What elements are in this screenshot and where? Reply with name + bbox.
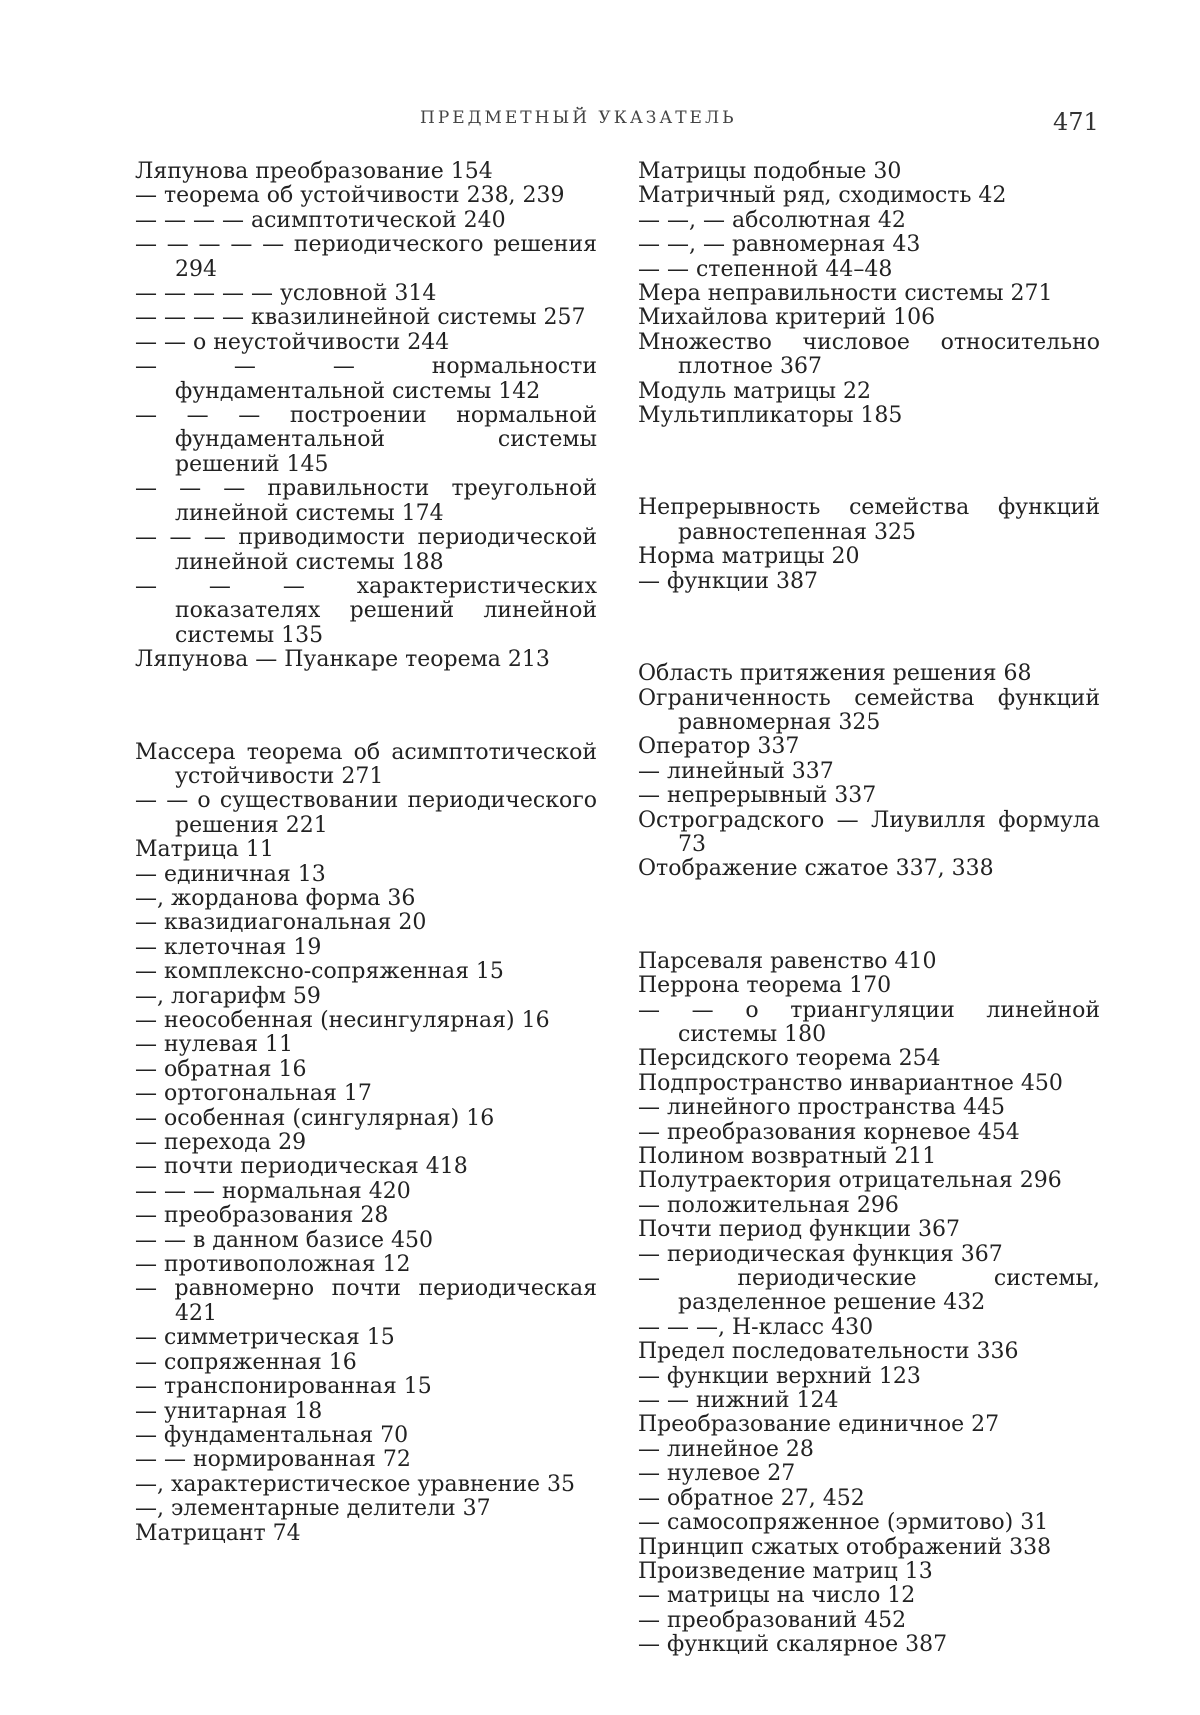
index-entry: — особенная (сингулярная) 16 bbox=[135, 1107, 597, 1131]
index-entry: — унитарная 18 bbox=[135, 1400, 597, 1424]
index-entry: — функции верхний 123 bbox=[638, 1365, 1100, 1389]
index-entry: — самосопряженное (эрмитово) 31 bbox=[638, 1511, 1100, 1535]
index-entry: — ортогональная 17 bbox=[135, 1082, 597, 1106]
index-entry: — — нормированная 72 bbox=[135, 1448, 597, 1472]
index-entry: Оператор 337 bbox=[638, 735, 1100, 759]
index-entry: — линейный 337 bbox=[638, 760, 1100, 784]
index-entry: Персидского теорема 254 bbox=[638, 1047, 1100, 1071]
index-entry: Матрицы подобные 30 bbox=[638, 160, 1100, 184]
index-entry: Мультипликаторы 185 bbox=[638, 404, 1100, 428]
index-entry: — преобразований 452 bbox=[638, 1609, 1100, 1633]
index-entry: — —, — абсолютная 42 bbox=[638, 209, 1100, 233]
section-gap bbox=[638, 616, 1100, 640]
index-entry: — функций скалярное 387 bbox=[638, 1633, 1100, 1657]
index-entry: — — — приводимости периодической линейной системы 188 bbox=[135, 526, 597, 575]
section-gap bbox=[638, 450, 1100, 474]
index-entry: Остроградского — Лиувилля формула 73 bbox=[638, 809, 1100, 858]
index-entry: — — о неустойчивости 244 bbox=[135, 331, 597, 355]
index-entry: Матрицант 74 bbox=[135, 1522, 597, 1546]
index-entry: — матрицы на число 12 bbox=[638, 1584, 1100, 1608]
index-entry: — — о существовании периодического решения 221 bbox=[135, 789, 597, 838]
index-entry: — — в данном базисе 450 bbox=[135, 1229, 597, 1253]
index-entry: Предел последовательности 336 bbox=[638, 1340, 1100, 1364]
index-entry: — положительная 296 bbox=[638, 1194, 1100, 1218]
index-entry: Матрица 11 bbox=[135, 838, 597, 862]
index-entry: — — о триангуляции линейной системы 180 bbox=[638, 999, 1100, 1048]
section-gap bbox=[638, 904, 1100, 928]
index-entry: — — — — асимптотической 240 bbox=[135, 209, 597, 233]
section-gap bbox=[135, 695, 597, 719]
index-entry: — противоположная 12 bbox=[135, 1253, 597, 1277]
index-column-right bbox=[638, 160, 1100, 1658]
index-entry: Массера теорема об асимптотической устойчивости 271 bbox=[135, 741, 597, 790]
index-entry: Михайлова критерий 106 bbox=[638, 306, 1100, 330]
index-entry: — обратное 27, 452 bbox=[638, 1487, 1100, 1511]
index-entry: — транспонированная 15 bbox=[135, 1375, 597, 1399]
running-head: ПРЕДМЕТНЫЙ УКАЗАТЕЛЬ bbox=[420, 108, 737, 128]
index-entry: — нулевая 11 bbox=[135, 1033, 597, 1057]
index-entry: —, характеристическое уравнение 35 bbox=[135, 1473, 597, 1497]
index-entry: — сопряженная 16 bbox=[135, 1351, 597, 1375]
index-entry: Почти период функции 367 bbox=[638, 1218, 1100, 1242]
index-entry: — линейного пространства 445 bbox=[638, 1096, 1100, 1120]
index-entry: — перехода 29 bbox=[135, 1131, 597, 1155]
index-entry: — неособенная (несингулярная) 16 bbox=[135, 1009, 597, 1033]
index-entry: — периодические системы, разделенное решение 432 bbox=[638, 1267, 1100, 1316]
index-entry: Отображение сжатое 337, 338 bbox=[638, 857, 1100, 881]
index-entry: — — степенной 44–48 bbox=[638, 258, 1100, 282]
index-entry: — — — — квазилинейной системы 257 bbox=[135, 306, 597, 330]
index-entry: Принцип сжатых отображений 338 bbox=[638, 1536, 1100, 1560]
index-entry: Множество числовое относительно плотное 367 bbox=[638, 331, 1100, 380]
index-entry: — — — правильности треугольной линейной системы 174 bbox=[135, 477, 597, 526]
index-entry: — единичная 13 bbox=[135, 863, 597, 887]
index-entry: — преобразования 28 bbox=[135, 1204, 597, 1228]
index-entry: Полином возвратный 211 bbox=[638, 1145, 1100, 1169]
index-entry: Перрона теорема 170 bbox=[638, 974, 1100, 998]
index-entry: — — нижний 124 bbox=[638, 1389, 1100, 1413]
index-entry: — периодическая функция 367 bbox=[638, 1243, 1100, 1267]
index-entry: Парсеваля равенство 410 bbox=[638, 950, 1100, 974]
index-entry: — —, — равномерная 43 bbox=[638, 233, 1100, 257]
index-entry: — нулевое 27 bbox=[638, 1462, 1100, 1486]
index-entry: — — — нормальная 420 bbox=[135, 1180, 597, 1204]
index-entry: — — — — — условной 314 bbox=[135, 282, 597, 306]
index-entry: —, логарифм 59 bbox=[135, 985, 597, 1009]
index-entry: Ляпунова преобразование 154 bbox=[135, 160, 597, 184]
index-entry: Ляпунова — Пуанкаре теорема 213 bbox=[135, 648, 597, 672]
index-entry: — непрерывный 337 bbox=[638, 784, 1100, 808]
index-entry: Область притяжения решения 68 bbox=[638, 662, 1100, 686]
index-entry: — функции 387 bbox=[638, 570, 1100, 594]
index-entry: — почти периодическая 418 bbox=[135, 1155, 597, 1179]
index-entry: — преобразования корневое 454 bbox=[638, 1121, 1100, 1145]
index-entry: — квазидиагональная 20 bbox=[135, 911, 597, 935]
index-entry: — — — — — периодического решения 294 bbox=[135, 233, 597, 282]
index-entry: — симметрическая 15 bbox=[135, 1326, 597, 1350]
index-entry: Ограниченность семейства функций равномерная 325 bbox=[638, 687, 1100, 736]
index-entry: — — — нормальности фундаментальной системы 142 bbox=[135, 355, 597, 404]
index-column-left bbox=[135, 160, 597, 1546]
index-entry: — обратная 16 bbox=[135, 1058, 597, 1082]
index-entry: — — — характеристических показателях решений линейной системы 135 bbox=[135, 575, 597, 648]
index-entry: — комплексно-сопряженная 15 bbox=[135, 960, 597, 984]
index-entry: Преобразование единичное 27 bbox=[638, 1413, 1100, 1437]
page-number: 471 bbox=[1053, 108, 1099, 136]
index-entry: — теорема об устойчивости 238, 239 bbox=[135, 184, 597, 208]
index-entry: —, жорданова форма 36 bbox=[135, 887, 597, 911]
index-entry: Модуль матрицы 22 bbox=[638, 380, 1100, 404]
index-entry: — равномерно почти периодическая 421 bbox=[135, 1277, 597, 1326]
index-entry: Норма матрицы 20 bbox=[638, 545, 1100, 569]
index-page bbox=[0, 0, 1200, 1715]
index-entry: — клеточная 19 bbox=[135, 936, 597, 960]
index-entry: Полутраектория отрицательная 296 bbox=[638, 1169, 1100, 1193]
index-entry: Непрерывность семейства функций равностепенная 325 bbox=[638, 496, 1100, 545]
index-entry: — — — построении нормальной фундаментальной системы решений 145 bbox=[135, 404, 597, 477]
index-entry: Подпространство инвариантное 450 bbox=[638, 1072, 1100, 1096]
index-entry: —, элементарные делители 37 bbox=[135, 1497, 597, 1521]
index-entry: — — —, H-класс 430 bbox=[638, 1316, 1100, 1340]
index-entry: — фундаментальная 70 bbox=[135, 1424, 597, 1448]
index-entry: Матричный ряд, сходимость 42 bbox=[638, 184, 1100, 208]
index-entry: Мера неправильности системы 271 bbox=[638, 282, 1100, 306]
index-entry: Произведение матриц 13 bbox=[638, 1560, 1100, 1584]
index-entry: — линейное 28 bbox=[638, 1438, 1100, 1462]
